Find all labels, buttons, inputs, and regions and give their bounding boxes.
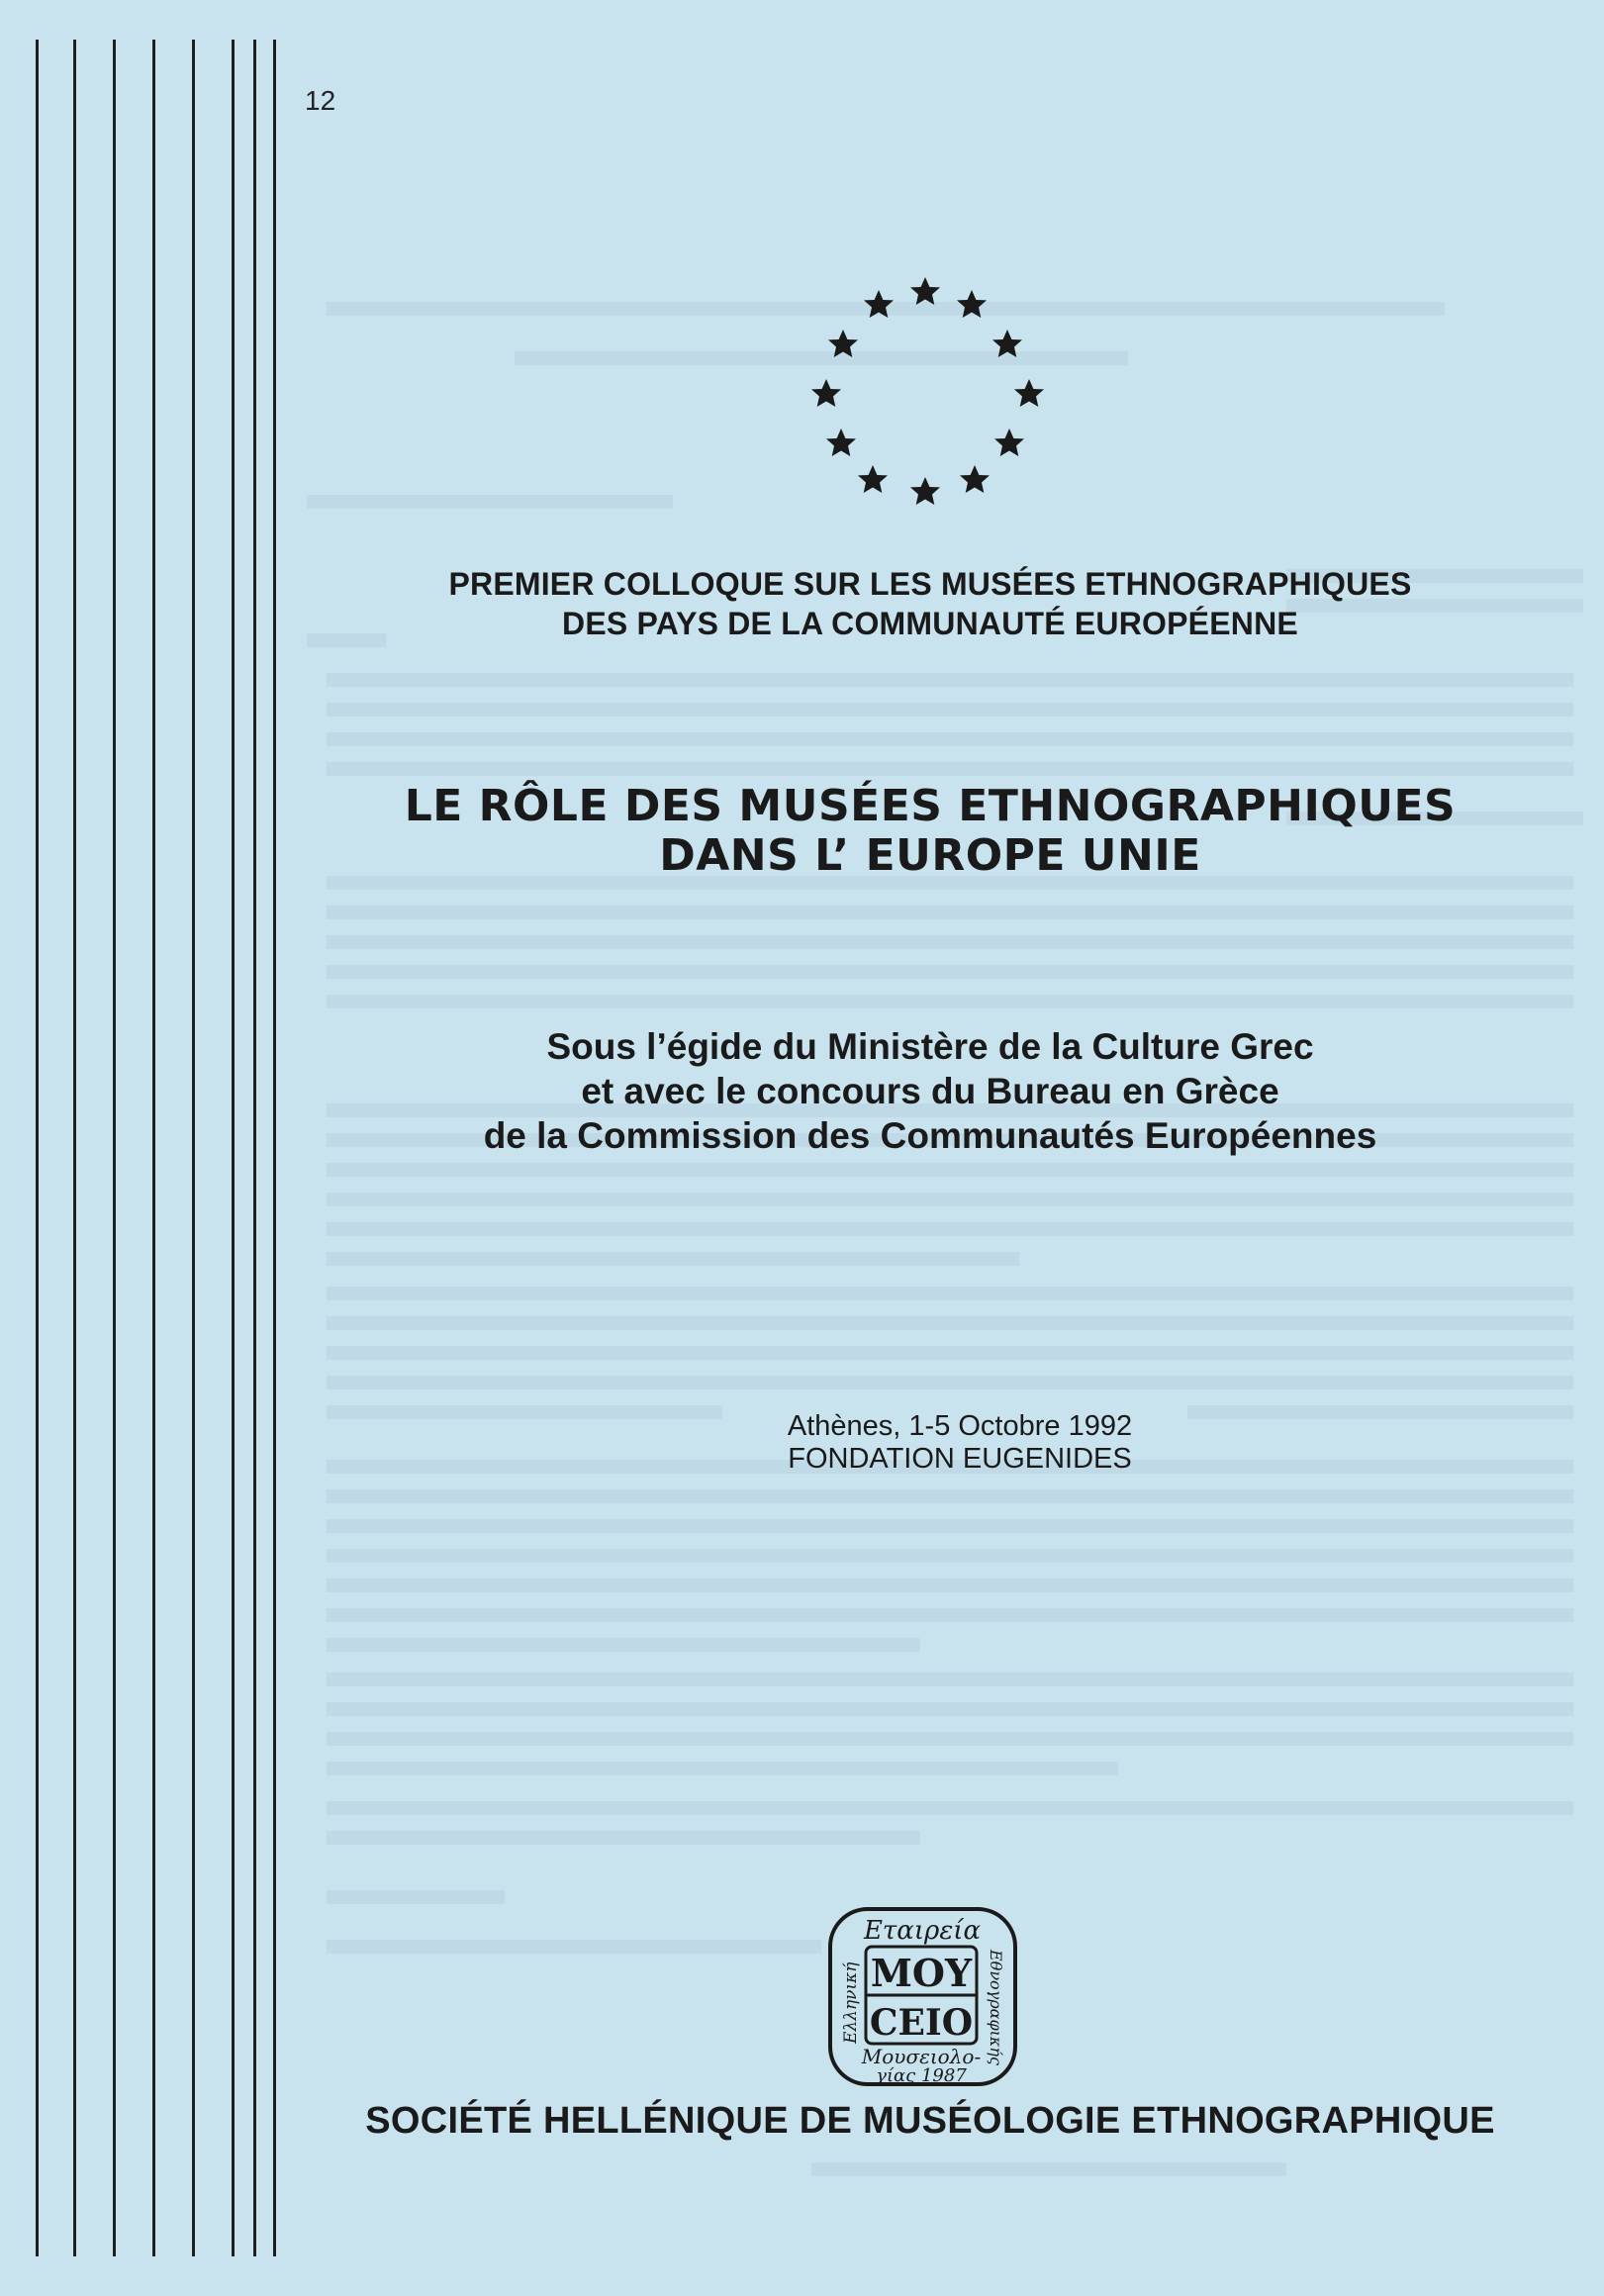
publisher-name: SOCIÉTÉ HELLÉNIQUE DE MUSÉOLOGIE ETHNOGRAPHIQUE: [365, 2100, 1495, 2142]
svg-text:Εταιρεία: Εταιρεία: [863, 1916, 982, 1946]
vertical-rule: [273, 40, 276, 2256]
title-line-2: DANS L’ EUROPE UNIE: [659, 830, 1201, 881]
title-line-1: LE RÔLE DES MUSÉES ETHNOGRAPHIQUES: [404, 781, 1457, 831]
event-details: [732, 1410, 1187, 1476]
page-number: 12: [305, 85, 336, 116]
event-place-date: Athènes, 1-5 Octobre 1992: [787, 1410, 1133, 1442]
vertical-rule: [113, 40, 116, 2256]
colloque-heading: [356, 564, 1504, 643]
vertical-rule: [152, 40, 155, 2256]
vertical-rule: [192, 40, 195, 2256]
svg-text:ΜΟΥ: ΜΟΥ: [870, 1951, 973, 1995]
left-vertical-rules: [0, 0, 297, 2296]
page-title: [356, 782, 1504, 881]
vertical-rule: [36, 40, 39, 2256]
svg-text:Μουσειολο-: Μουσειολο-: [861, 2045, 982, 2068]
event-venue: FONDATION EUGENIDES: [788, 1443, 1132, 1475]
patronage-statement: [356, 1024, 1504, 1158]
svg-text:CΕΙΟ: CΕΙΟ: [869, 2002, 974, 2044]
eu-stars-icon: [792, 267, 1069, 525]
society-seal-icon: [826, 1905, 1019, 2088]
patronage-line-1: Sous l’égide du Ministère de la Culture Grec: [546, 1026, 1314, 1067]
svg-text:Εθνογραφικής: Εθνογραφικής: [987, 1950, 1005, 2065]
svg-text:Ελληνική: Ελληνική: [841, 1961, 861, 2044]
vertical-rule: [232, 40, 235, 2256]
patronage-line-3: de la Commission des Communautés Européennes: [483, 1115, 1377, 1156]
colloque-line-1: PREMIER COLLOQUE SUR LES MUSÉES ETHNOGRAPHIQUES: [448, 566, 1412, 602]
vertical-rule: [253, 40, 256, 2256]
patronage-line-2: et avec le concours du Bureau en Grèce: [581, 1071, 1279, 1111]
colloque-line-2: DES PAYS DE LA COMMUNAUTÉ EUROPÉENNE: [562, 606, 1298, 641]
svg-text:γίας 1987: γίας 1987: [876, 2065, 967, 2086]
vertical-rule: [73, 40, 76, 2256]
